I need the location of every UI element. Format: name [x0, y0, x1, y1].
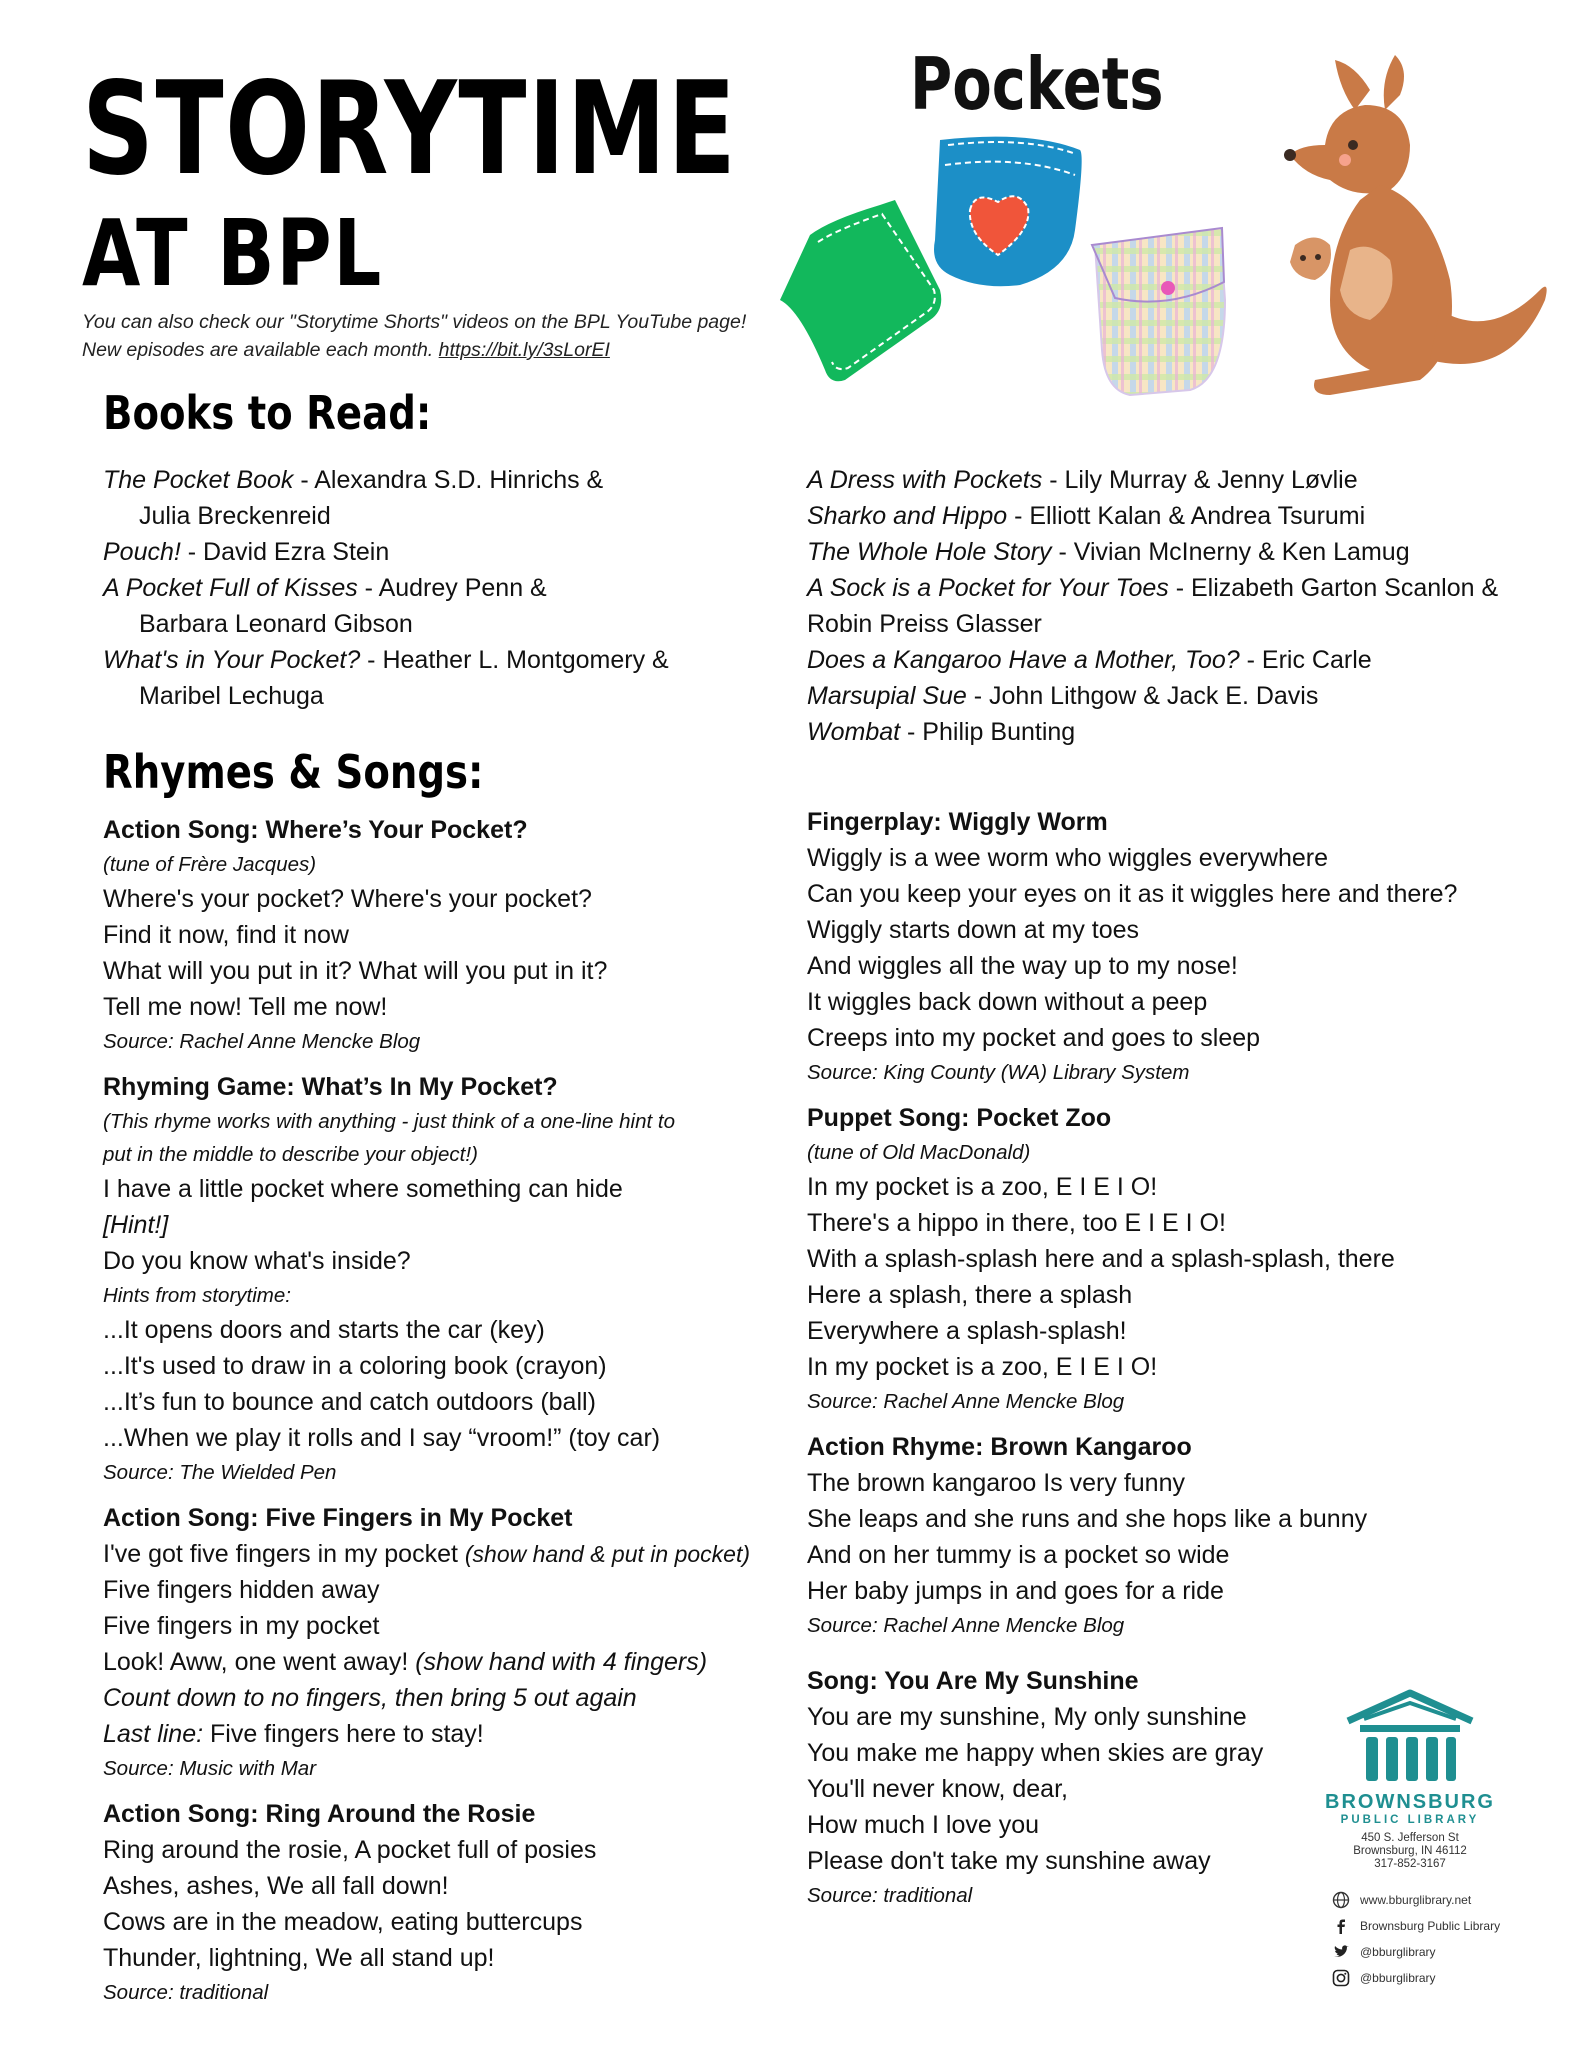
book-title: The Pocket Book	[103, 466, 294, 494]
books-heading: Books to Read:	[103, 386, 432, 440]
theme-title: Pockets	[910, 42, 1164, 126]
song-line: Can you keep your eyes on it as it wiggles here and there?	[807, 880, 1458, 908]
song-ring-around-rosie	[103, 1796, 783, 2010]
instagram-row[interactable]	[1332, 1965, 1520, 1991]
song-line: Please don't take my sunshine away	[807, 1847, 1211, 1875]
book-authors: - Alexandra S.D. Hinrichs &	[293, 466, 604, 494]
book-authors: - Vivian McInerny & Ken Lamug	[1051, 538, 1410, 566]
song-title: Puppet Song: Pocket Zoo	[807, 1104, 1112, 1132]
library-phone: 317-852-3167	[1374, 1858, 1446, 1870]
song-line: Here a splash, there a splash	[807, 1281, 1133, 1309]
green-pocket-icon	[780, 200, 941, 381]
song-line: Creeps into my pocket and goes to sleep	[807, 1024, 1261, 1052]
website-row[interactable]	[1332, 1887, 1520, 1913]
song-line: Everywhere a splash-splash!	[807, 1317, 1127, 1345]
book-title: What's in Your Pocket?	[103, 646, 361, 674]
song-line: It wiggles back down without a peep	[807, 988, 1208, 1016]
library-subname: PUBLIC LIBRARY	[1340, 1814, 1480, 1826]
song-source: Source: traditional	[103, 1981, 269, 2004]
intro-message: You can also check our "Storytime Shorts" videos on the BPL YouTube page! New episodes are available each month.	[82, 311, 747, 361]
facebook-text[interactable]: Brownsburg Public Library	[1360, 1919, 1501, 1933]
address-line: 450 S. Jefferson St	[1361, 1832, 1459, 1844]
kangaroo-icon	[1284, 55, 1547, 395]
song-line: Five fingers hidden away	[103, 1576, 380, 1604]
song-title: Action Song: Ring Around the Rosie	[103, 1800, 536, 1828]
book-item	[807, 570, 1547, 642]
book-item	[807, 678, 1547, 714]
book-title: Sharko and Hippo	[807, 502, 1008, 530]
song-line: With a splash-splash here and a splash-splash, there	[807, 1245, 1395, 1273]
youtube-link[interactable]: https://bit.ly/3sLorEI	[438, 339, 610, 361]
intro-text	[82, 308, 782, 364]
book-item	[103, 462, 783, 534]
book-authors-cont: Julia Breckenreid	[139, 502, 331, 530]
song-line: Ashes, ashes, We all fall down!	[103, 1872, 449, 1900]
song-brown-kangaroo	[807, 1429, 1547, 1643]
song-subtitle: put in the middle to describe your object!)	[103, 1143, 478, 1166]
song-line: You make me happy when skies are gray	[807, 1739, 1264, 1767]
book-item	[807, 714, 1547, 750]
facebook-row[interactable]	[1332, 1913, 1520, 1939]
song-line: What will you put in it? What will you put in it?	[103, 957, 608, 985]
hint-line: ...It’s fun to bounce and catch outdoors (ball)	[103, 1388, 596, 1416]
blue-pocket-icon	[934, 137, 1082, 287]
library-building-icon	[1340, 1685, 1480, 1785]
book-title: A Dress with Pockets	[807, 466, 1043, 494]
song-title: Action Rhyme: Brown Kangaroo	[807, 1433, 1192, 1461]
book-title: A Sock is a Pocket for Your Toes	[807, 574, 1169, 602]
book-title: The Whole Hole Story	[807, 538, 1052, 566]
book-item	[807, 462, 1547, 498]
song-source: Source: King County (WA) Library System	[807, 1061, 1190, 1084]
book-authors-cont: Maribel Lechuga	[139, 682, 324, 710]
book-authors: - David Ezra Stein	[180, 538, 390, 566]
hint-line: ...It opens doors and starts the car (key)	[103, 1316, 545, 1344]
song-line	[103, 1644, 783, 1680]
book-item	[103, 642, 783, 714]
address-line: Brownsburg, IN 46112	[1353, 1845, 1467, 1857]
song-line: In my pocket is a zoo, E I E I O!	[807, 1173, 1158, 1201]
book-item	[807, 534, 1547, 570]
song-line: Tell me now! Tell me now!	[103, 993, 388, 1021]
song-source: Source: Rachel Anne Mencke Blog	[103, 1030, 421, 1053]
song-wiggly-worm	[807, 804, 1547, 1090]
twitter-text[interactable]: @bburglibrary	[1360, 1945, 1436, 1959]
book-title: Marsupial Sue	[807, 682, 967, 710]
plaid-pocket-icon	[1092, 228, 1225, 395]
book-authors: - Audrey Penn &	[357, 574, 547, 602]
song-line: And on her tummy is a pocket so wide	[807, 1541, 1230, 1569]
twitter-row[interactable]	[1332, 1939, 1520, 1965]
book-authors: - Lily Murray & Jenny Løvlie	[1042, 466, 1358, 494]
song-line: There's a hippo in there, too E I E I O!	[807, 1209, 1226, 1237]
facebook-icon	[1332, 1917, 1350, 1935]
hints-label: Hints from storytime:	[103, 1284, 291, 1307]
song-pocket-zoo	[807, 1100, 1547, 1419]
song-subtitle: (tune of Old MacDonald)	[807, 1141, 1031, 1164]
books-left-list	[103, 462, 783, 714]
song-subtitle: (This rhyme works with anything - just think of a one-line hint to	[103, 1110, 675, 1133]
line-action: (show hand & put in pocket)	[464, 1541, 750, 1567]
line-action: (show hand with 4 fingers)	[415, 1648, 708, 1676]
song-line: Where's your pocket? Where's your pocket?	[103, 885, 592, 913]
book-item	[103, 570, 783, 642]
song-source: Source: Music with Mar	[103, 1757, 317, 1780]
song-source: Source: Rachel Anne Mencke Blog	[807, 1614, 1125, 1637]
song-source: Source: Rachel Anne Mencke Blog	[807, 1390, 1125, 1413]
song-line: You'll never know, dear,	[807, 1775, 1068, 1803]
song-line: I have a little pocket where something can hide	[103, 1175, 623, 1203]
song-title: Song: You Are My Sunshine	[807, 1667, 1139, 1695]
book-authors: - Elizabeth Garton Scanlon &	[1168, 574, 1499, 602]
song-title: Rhyming Game: What’s In My Pocket?	[103, 1073, 558, 1101]
song-line: The brown kangaroo Is very funny	[807, 1469, 1185, 1497]
book-authors: - Elliott Kalan & Andrea Tsurumi	[1007, 502, 1366, 530]
title-storytime: STORYTIME	[82, 55, 738, 204]
line-text: Look! Aww, one went away!	[103, 1648, 416, 1676]
song-title: Action Song: Five Fingers in My Pocket	[103, 1504, 573, 1532]
hint-line: ...When we play it rolls and I say “vroom!” (toy car)	[103, 1424, 661, 1452]
song-line: In my pocket is a zoo, E I E I O!	[807, 1353, 1158, 1381]
song-line: Find it now, find it now	[103, 921, 349, 949]
twitter-icon	[1332, 1943, 1350, 1961]
song-line: Thunder, lightning, We all stand up!	[103, 1944, 495, 1972]
song-title: Action Song: Where’s Your Pocket?	[103, 816, 528, 844]
book-authors-cont: Robin Preiss Glasser	[807, 610, 1042, 638]
books-right-list	[807, 462, 1547, 750]
book-item	[807, 642, 1547, 678]
library-social-links	[1332, 1887, 1520, 1991]
song-line: Wiggly is a wee worm who wiggles everywhere	[807, 844, 1329, 872]
instagram-icon	[1332, 1969, 1350, 1987]
song-line: Five fingers in my pocket	[103, 1612, 380, 1640]
book-authors: - Eric Carle	[1239, 646, 1372, 674]
instagram-text[interactable]: @bburglibrary	[1360, 1971, 1436, 1985]
book-title: Does a Kangaroo Have a Mother, Too?	[807, 646, 1240, 674]
song-line: Ring around the rosie, A pocket full of posies	[103, 1836, 597, 1864]
song-line: Her baby jumps in and goes for a ride	[807, 1577, 1224, 1605]
song-five-fingers	[103, 1500, 783, 1786]
song-wheres-your-pocket	[103, 812, 783, 1059]
song-line	[103, 1716, 783, 1752]
song-line: Do you know what's inside?	[103, 1247, 411, 1275]
song-line: You are my sunshine, My only sunshine	[807, 1703, 1247, 1731]
library-address	[1300, 1832, 1520, 1871]
line-text: I've got five fingers in my pocket	[103, 1540, 465, 1568]
website-text[interactable]: www.bburglibrary.net	[1360, 1893, 1472, 1907]
library-logo-block	[1300, 1685, 1520, 1991]
book-authors: - John Lithgow & Jack E. Davis	[966, 682, 1319, 710]
song-source: Source: The Wielded Pen	[103, 1461, 337, 1484]
book-item	[103, 534, 783, 570]
hint-line: ...It's used to draw in a coloring book (crayon)	[103, 1352, 607, 1380]
pockets-illustration	[770, 50, 1550, 400]
book-title: Wombat	[807, 718, 901, 746]
book-authors: - Heather L. Montgomery &	[360, 646, 669, 674]
song-line: Cows are in the meadow, eating buttercups	[103, 1908, 583, 1936]
song-line	[103, 1536, 783, 1572]
library-name: BROWNSBURG	[1325, 1791, 1495, 1813]
title-at-bpl: AT BPL	[82, 200, 383, 307]
song-line: And wiggles all the way up to my nose!	[807, 952, 1238, 980]
song-hint: [Hint!]	[103, 1211, 169, 1239]
song-subtitle: (tune of Frère Jacques)	[103, 853, 317, 876]
book-title: A Pocket Full of Kisses	[103, 574, 358, 602]
song-line: How much I love you	[807, 1811, 1040, 1839]
song-title: Fingerplay: Wiggly Worm	[807, 808, 1108, 836]
book-authors: - Philip Bunting	[900, 718, 1076, 746]
line-text: Five fingers here to stay!	[203, 1720, 484, 1748]
rhymes-heading: Rhymes & Songs:	[103, 745, 484, 799]
song-whats-in-my-pocket	[103, 1069, 783, 1490]
globe-icon	[1332, 1891, 1350, 1909]
book-authors-cont: Barbara Leonard Gibson	[139, 610, 413, 638]
song-line: Count down to no fingers, then bring 5 out again	[103, 1684, 637, 1712]
line-label: Last line:	[103, 1720, 204, 1748]
song-source: Source: traditional	[807, 1884, 973, 1907]
songs-left-column	[103, 812, 783, 2010]
book-title: Pouch!	[103, 538, 181, 566]
song-line: Wiggly starts down at my toes	[807, 916, 1140, 944]
song-line: She leaps and she runs and she hops like a bunny	[807, 1505, 1368, 1533]
book-item	[807, 498, 1547, 534]
